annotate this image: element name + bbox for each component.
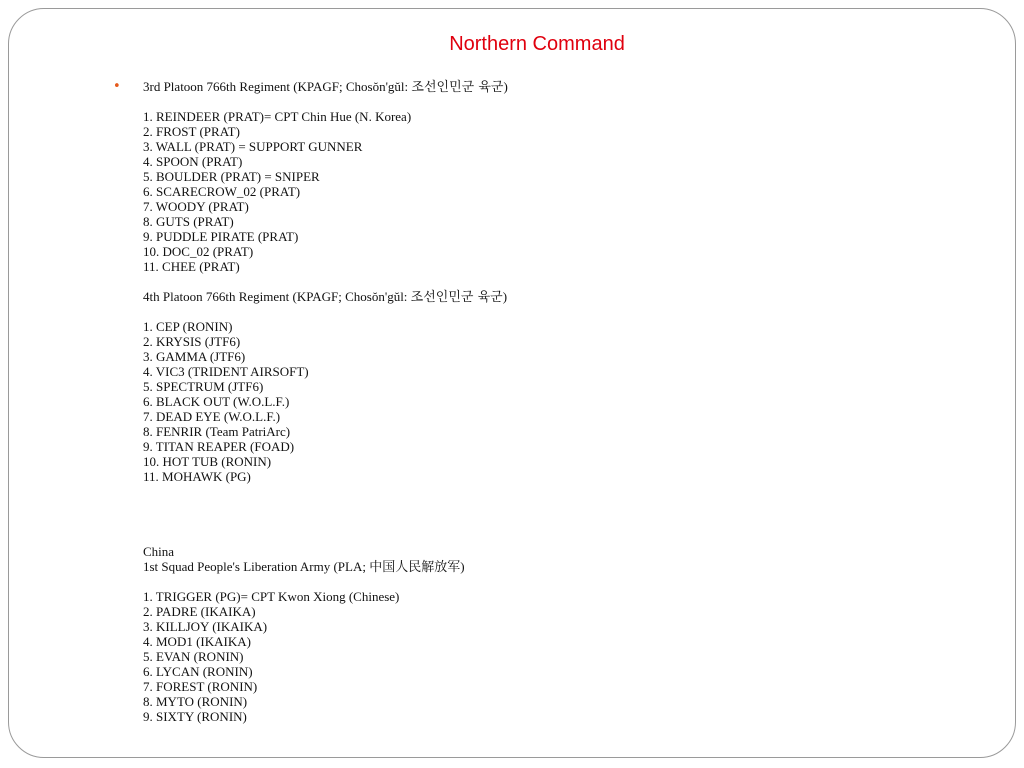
roster-item: 7. FOREST (RONIN) xyxy=(143,679,258,694)
section-heading-prefix: 4th Platoon 766th Regiment (KPAGF; Chosŏn'gŭl: xyxy=(143,289,411,304)
roster-item: 6. LYCAN (RONIN) xyxy=(143,664,253,679)
roster-item: 8. MYTO (RONIN) xyxy=(143,694,248,709)
country-label: China xyxy=(143,544,175,559)
roster-item: 3. GAMMA (JTF6) xyxy=(143,349,246,364)
section-heading-suffix: ) xyxy=(503,79,508,94)
roster-item: 7. WOODY (PRAT) xyxy=(143,199,249,214)
slide-title: Northern Command xyxy=(449,33,625,55)
spacer xyxy=(143,94,903,109)
section-heading xyxy=(143,79,903,94)
roster-item: 3. WALL (PRAT) = SUPPORT GUNNER xyxy=(143,139,363,154)
roster-item: 8. GUTS (PRAT) xyxy=(143,214,234,229)
roster-item: 1. TRIGGER (PG)= CPT Kwon Xiong (Chinese) xyxy=(143,589,400,604)
roster-item: 9. TITAN REAPER (FOAD) xyxy=(143,439,295,454)
section-heading xyxy=(143,559,903,574)
spacer xyxy=(143,274,903,289)
roster-item: 8. FENRIR (Team PatriArc) xyxy=(143,424,291,439)
roster-item: 9. PUDDLE PIRATE (PRAT) xyxy=(143,229,299,244)
roster-item: 5. SPECTRUM (JTF6) xyxy=(143,379,264,394)
roster-item: 10. DOC_02 (PRAT) xyxy=(143,244,254,259)
roster-item: 7. DEAD EYE (W.O.L.F.) xyxy=(143,409,281,424)
section-heading-native: 中国人民解放军 xyxy=(369,560,461,575)
roster-item: 4. VIC3 (TRIDENT AIRSOFT) xyxy=(143,364,309,379)
spacer xyxy=(143,529,903,544)
roster-item: 2. FROST (PRAT) xyxy=(143,124,240,139)
spacer xyxy=(143,574,903,589)
roster-item: 1. CEP (RONIN) xyxy=(143,319,233,334)
roster-item: 2. KRYSIS (JTF6) xyxy=(143,334,241,349)
section-heading-native: 조선인민군 육군 xyxy=(411,80,504,95)
roster-item: 4. MOD1 (IKAIKA) xyxy=(143,634,251,649)
roster-item: 6. BLACK OUT (W.O.L.F.) xyxy=(143,394,290,409)
roster-item: 6. SCARECROW_02 (PRAT) xyxy=(143,184,301,199)
slide-body xyxy=(143,79,903,724)
roster-item: 1. REINDEER (PRAT)= CPT Chin Hue (N. Korea) xyxy=(143,109,412,124)
roster-item: 2. PADRE (IKAIKA) xyxy=(143,604,256,619)
roster-item: 11. MOHAWK (PG) xyxy=(143,469,251,484)
section-heading-prefix: 1st Squad People's Liberation Army (PLA; xyxy=(143,559,370,574)
roster-item: 3. KILLJOY (IKAIKA) xyxy=(143,619,268,634)
roster-item: 5. BOULDER (PRAT) = SNIPER xyxy=(143,169,320,184)
section-heading-suffix: ) xyxy=(460,559,465,574)
roster-item: 10. HOT TUB (RONIN) xyxy=(143,454,272,469)
section-heading xyxy=(143,289,903,304)
roster-item: 4. SPOON (PRAT) xyxy=(143,154,243,169)
section-heading-suffix: ) xyxy=(502,289,508,304)
bullet-marker: • xyxy=(113,79,121,94)
section-heading-prefix: 3rd Platoon 766th Regiment (KPAGF; Chosŏn'gŭl: xyxy=(143,79,412,94)
spacer xyxy=(143,484,903,529)
roster-item: 9. SIXTY (RONIN) xyxy=(143,709,247,724)
section-heading-native: 조선인민군 육군 xyxy=(410,290,503,305)
spacer xyxy=(143,304,903,319)
roster-item: 11. CHEE (PRAT) xyxy=(143,259,240,274)
roster-item: 5. EVAN (RONIN) xyxy=(143,649,244,664)
